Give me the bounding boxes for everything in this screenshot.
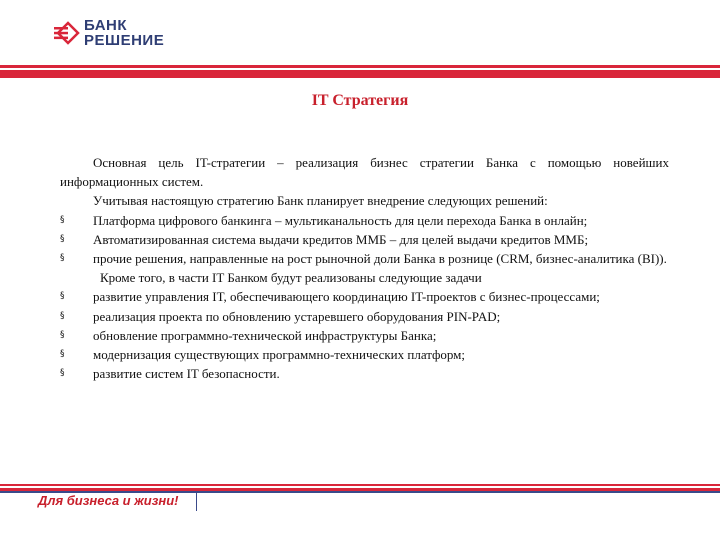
list-item — [60, 345, 669, 364]
list-item-text: развитие систем IT безопасности. — [93, 366, 280, 382]
list-item-text: модернизация существующих программно-технических платформ; — [93, 347, 466, 363]
footer-divider — [196, 493, 197, 511]
bullet-icon: § — [60, 329, 65, 340]
bullet-icon: § — [60, 349, 65, 360]
list-item — [60, 211, 669, 230]
footer-band — [0, 484, 720, 491]
bullet-icon: § — [60, 214, 65, 225]
bullet-icon: § — [60, 253, 65, 264]
paragraph-tasks-intro: Кроме того, в части IT Банком будут реализованы следующие задачи — [100, 270, 482, 286]
list-item — [60, 307, 669, 326]
list-item — [60, 326, 669, 345]
bullet-icon: § — [60, 368, 65, 379]
list-item-text: развитие управления IT, обеспечивающего координацию IT-проектов с бизнес-процессами; — [93, 289, 600, 305]
list-item-text: реализация проекта по обновлению устаревшего оборудования PIN-PAD; — [93, 308, 501, 324]
list-item — [60, 287, 669, 306]
logo-mark-icon — [54, 20, 80, 46]
bank-logo — [54, 18, 184, 48]
list-item-text: Автоматизированная система выдачи кредитов ММБ – для целей выдачи кредитов ММБ; — [93, 231, 589, 247]
list-item — [60, 249, 669, 268]
page-title: IT Стратегия — [311, 92, 409, 109]
bullet-icon: § — [60, 233, 65, 244]
list-item — [60, 230, 669, 249]
header-band-stripe — [0, 68, 720, 70]
list-item-text: прочие решения, направленные на рост рыночной доли Банка в рознице (CRM, бизнес-аналитика (BI)). — [93, 251, 667, 267]
paragraph-plans: Учитывая настоящую стратегию Банк планирует внедрение следующих решений: — [93, 193, 548, 209]
header-band — [0, 65, 720, 78]
list-item-text: обновление программно-технической инфраструктуры Банка; — [93, 327, 437, 343]
logo-line-1: БАНК — [84, 17, 128, 34]
logo-line-2: РЕШЕНИЕ — [84, 32, 165, 49]
bullet-icon: § — [60, 291, 65, 302]
bullet-icon: § — [60, 310, 65, 321]
logo-wordmark — [84, 18, 164, 48]
slide-body — [60, 153, 669, 383]
footer-band-stripe — [0, 486, 720, 488]
list-item-text: Платформа цифрового банкинга – мультиканальность для цели перехода Банка в онлайн; — [93, 212, 588, 228]
footer-slogan: Для бизнеса и жизни! — [38, 493, 179, 508]
paragraph-goal: Основная цель IT-стратегии – реализация бизнес стратегии Банка с помощью новейших информационных систем. — [60, 155, 669, 190]
list-item — [60, 364, 669, 383]
